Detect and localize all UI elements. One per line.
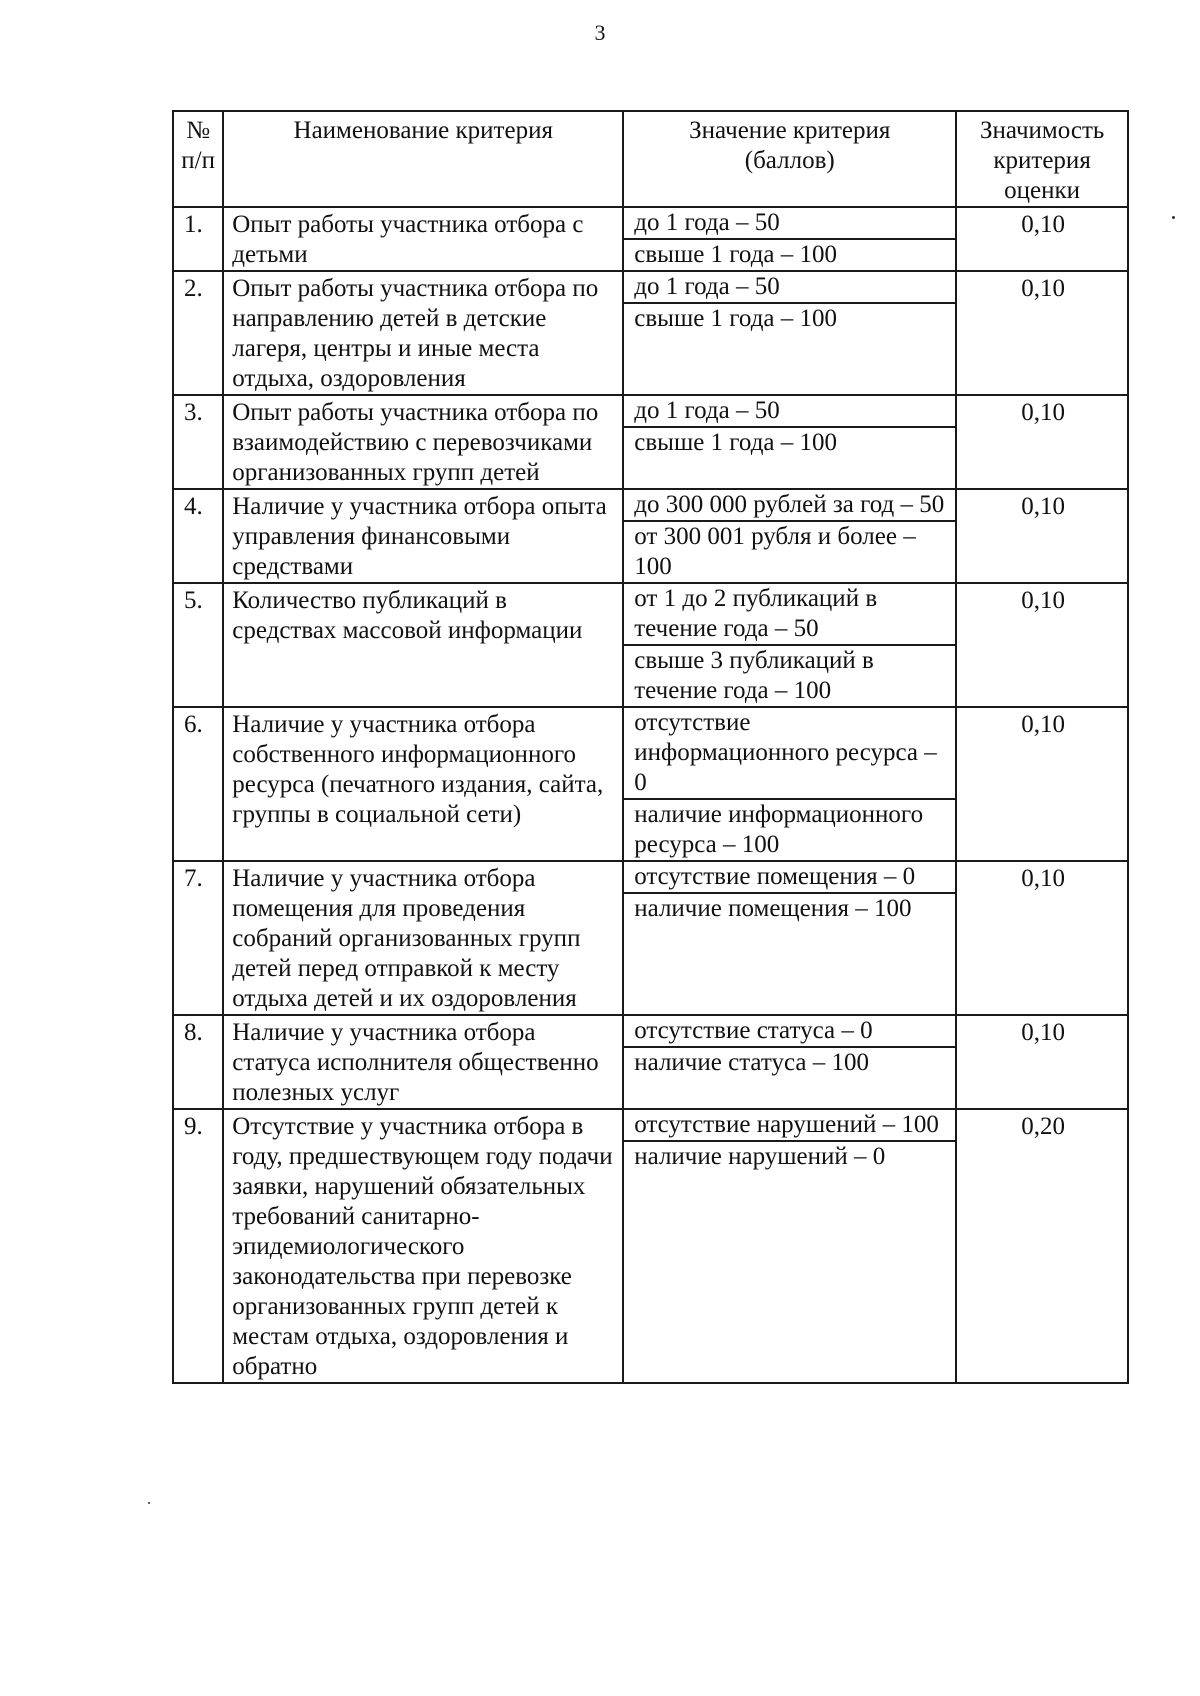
criterion-value-option: свыше 1 года – 100 (624, 302, 955, 334)
criterion-weight: 0,10 (956, 707, 1128, 861)
criterion-weight: 0,10 (956, 207, 1128, 271)
row-number: 5. (173, 583, 223, 707)
criterion-value-option: до 300 000 рублей за год – 50 (634, 491, 945, 518)
row-number: 2. (173, 271, 223, 395)
criterion-name: Опыт работы участника отбора по направлению детей в детские лагеря, центры и иные места отдыха, оздоровления (223, 271, 623, 395)
criterion-name: Наличие у участника отбора опыта управления финансовыми средствами (223, 489, 623, 583)
table-row (173, 395, 1128, 489)
criterion-value-option: до 1 года – 50 (634, 397, 780, 424)
criterion-value-option: свыше 1 года – 100 (624, 238, 955, 270)
criterion-name: Опыт работы участника отбора по взаимодействию с перевозчиками организованных групп детей (223, 395, 623, 489)
criterion-name: Количество публикаций в средствах массовой информации (223, 583, 623, 707)
criterion-value-option: от 300 001 рубля и более – 100 (624, 520, 955, 582)
header-criterion-value (623, 111, 956, 207)
row-number: 4. (173, 489, 223, 583)
criterion-name: Опыт работы участника отбора с детьми (223, 207, 623, 271)
criterion-values (623, 395, 956, 489)
row-number: 6. (173, 707, 223, 861)
header-weight-line: критерия (993, 147, 1091, 174)
criterion-value-option: наличие статуса – 100 (624, 1046, 955, 1078)
criterion-value-option: до 1 года – 50 (634, 273, 780, 300)
header-criterion-name: Наименование критерия (223, 111, 623, 207)
criterion-weight: 0,10 (956, 861, 1128, 1015)
criterion-value-option: наличие информационного ресурса – 100 (624, 798, 955, 860)
criterion-values (623, 1109, 956, 1383)
criteria-table (172, 110, 1129, 1384)
criterion-value-option: наличие помещения – 100 (624, 892, 955, 924)
criterion-value-option: свыше 1 года – 100 (624, 426, 955, 458)
header-value-line: Значение критерия (689, 117, 891, 144)
header-value-line: (баллов) (744, 147, 835, 174)
table-header-row (173, 111, 1128, 207)
criterion-weight: 0,20 (956, 1109, 1128, 1383)
criterion-weight: 0,10 (956, 1015, 1128, 1109)
table-row (173, 207, 1128, 271)
header-criterion-weight (956, 111, 1128, 207)
criterion-values (623, 271, 956, 395)
criterion-value-option: отсутствие информационного ресурса – 0 (634, 709, 937, 796)
table-row (173, 489, 1128, 583)
criterion-weight: 0,10 (956, 395, 1128, 489)
criterion-value-option: отсутствие помещения – 0 (634, 863, 916, 890)
row-number: 9. (173, 1109, 223, 1383)
row-number: 8. (173, 1015, 223, 1109)
table-row (173, 707, 1128, 861)
page-number: 3 (594, 20, 606, 45)
table-row (173, 1015, 1128, 1109)
row-number: 1. (173, 207, 223, 271)
criterion-values (623, 1015, 956, 1109)
row-number: 7. (173, 861, 223, 1015)
header-number (173, 111, 223, 207)
criterion-value-option: от 1 до 2 публикаций в течение года – 50 (634, 585, 878, 642)
criterion-values (623, 583, 956, 707)
criterion-values (623, 861, 956, 1015)
table-row (173, 861, 1128, 1015)
criterion-name: Отсутствие у участника отбора в году, предшествующем году подачи заявки, нарушений обязательных требований санитарно-эпидемиологического законодательства при перевозке организованных групп детей к местам отдыха, оздоровления и обратно (223, 1109, 623, 1383)
criterion-weight: 0,10 (956, 583, 1128, 707)
table-row (173, 1109, 1128, 1383)
criterion-values (623, 207, 956, 271)
criterion-value-option: отсутствие статуса – 0 (634, 1017, 873, 1044)
criterion-name: Наличие у участника отбора собственного информационного ресурса (печатного издания, сайта, группы в социальной сети) (223, 707, 623, 861)
criterion-name: Наличие у участника отбора помещения для проведения собраний организованных групп детей перед отправкой к месту отдыха детей и их оздоровления (223, 861, 623, 1015)
criterion-value-option: до 1 года – 50 (634, 209, 780, 236)
row-number: 3. (173, 395, 223, 489)
header-weight-line: Значимость (979, 117, 1105, 144)
criterion-value-option: наличие нарушений – 0 (624, 1140, 955, 1172)
criterion-name: Наличие у участника отбора статуса исполнителя общественно полезных услуг (223, 1015, 623, 1109)
criterion-value-option: отсутствие нарушений – 100 (634, 1111, 939, 1138)
scan-speck (1172, 216, 1175, 219)
table-row (173, 271, 1128, 395)
criterion-values (623, 707, 956, 861)
criterion-value-option: свыше 3 публикаций в течение года – 100 (624, 644, 955, 706)
scan-speck (148, 1502, 150, 1504)
criterion-values (623, 489, 956, 583)
header-number-line: п/п (181, 147, 215, 174)
table-row (173, 583, 1128, 707)
criterion-weight: 0,10 (956, 489, 1128, 583)
criterion-weight: 0,10 (956, 271, 1128, 395)
header-weight-line: оценки (1004, 177, 1081, 204)
header-number-line: № (186, 117, 211, 144)
